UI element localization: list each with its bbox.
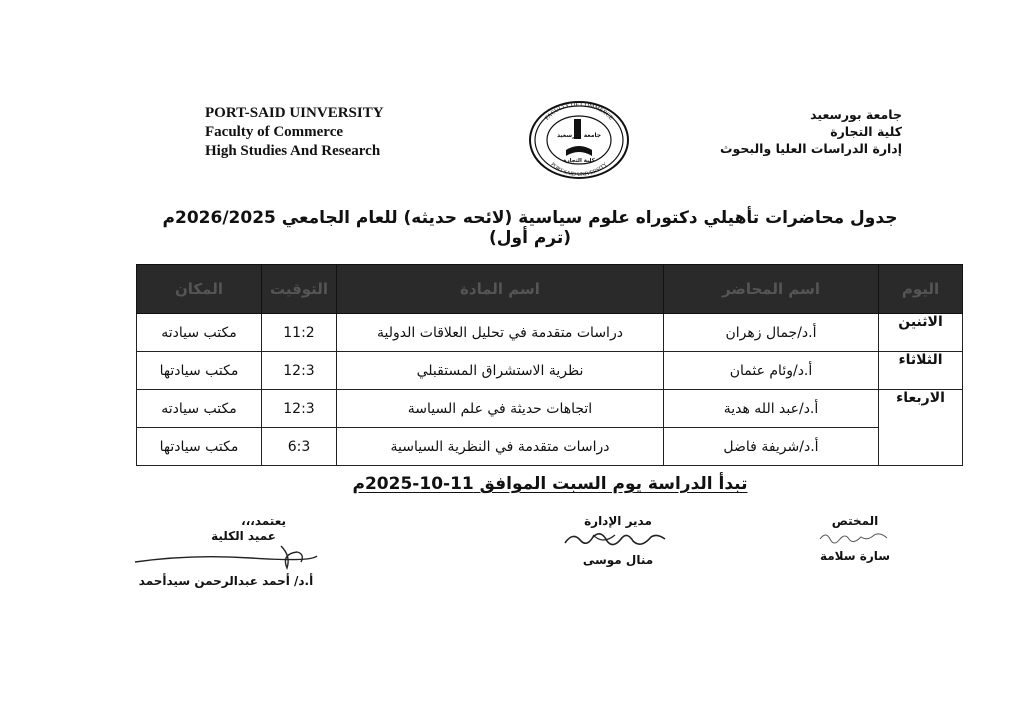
day-cell: الثلاثاء: [879, 352, 963, 390]
header-course: اسم المادة: [337, 265, 664, 314]
seal-top-text: FACULTY OF COMMERCE: [544, 101, 614, 122]
lecturer-cell: أ.د/عبد الله هدية: [664, 390, 879, 428]
course-cell: دراسات متقدمة في النظرية السياسية: [337, 428, 664, 466]
table-header-row: [137, 265, 963, 314]
admin-handwritten-signature: [553, 529, 683, 549]
schedule-title: جدول محاضرات تأهيلي دكتوراه علوم سياسية (لائحه حديثه) للعام الجامعي 2026/2025م (ترم أول): [162, 208, 898, 248]
seal-center-text-1: جامعة بورسعيد: [556, 132, 602, 139]
schedule-table: [136, 264, 963, 466]
faculty-name-ar: كلية التجارة: [830, 124, 902, 139]
place-cell: مكتب سيادتها: [137, 352, 262, 390]
signature-admin: [548, 514, 688, 568]
seal-center-text-2: كلية التجارة: [563, 158, 595, 164]
header-english: [205, 104, 405, 161]
dean-handwritten-signature: [131, 544, 321, 570]
course-cell: اتجاهات حديثة في علم السياسة: [337, 390, 664, 428]
time-cell: 6:3: [262, 428, 337, 466]
time-cell: 11:2: [262, 314, 337, 352]
seal-bottom-text: PORT SAID UNIVERSITY: [549, 161, 609, 179]
table-row: [137, 352, 963, 390]
dean-name: أ.د/ أحمد عبدالرحمن سيدأحمد: [138, 574, 314, 588]
faculty-name-en: Faculty of Commerce: [205, 124, 344, 140]
start-date-note: تبدأ الدراسة يوم السبت الموافق 11-10-2025م: [352, 474, 748, 494]
course-cell: نظرية الاستشراق المستقبلي: [337, 352, 664, 390]
university-name-en: PORT-SAID UINVERSITY: [205, 105, 384, 121]
dean-approve-label: يعتمد،،،: [241, 514, 286, 528]
table-row: [137, 314, 963, 352]
university-name-ar: جامعة بورسعيد: [810, 107, 902, 122]
signature-dean: [126, 514, 326, 589]
signature-specialist: [800, 514, 910, 564]
admin-name: منال موسى: [582, 553, 654, 567]
course-cell: دراسات متقدمة في تحليل العلاقات الدولية: [337, 314, 664, 352]
university-seal: [528, 100, 630, 180]
specialist-handwritten-signature: [810, 529, 900, 545]
lecturer-cell: أ.د/جمال زهران: [664, 314, 879, 352]
specialist-name: سارة سلامة: [819, 549, 891, 563]
table-row: [137, 390, 963, 428]
time-cell: 12:3: [262, 390, 337, 428]
header-lecturer: اسم المحاضر: [664, 265, 879, 314]
dean-label: عميد الكلية: [211, 529, 276, 543]
admin-label: مدير الإدارة: [584, 514, 652, 528]
time-cell: 12:3: [262, 352, 337, 390]
department-name-ar: إدارة الدراسات العليا والبحوث: [719, 141, 902, 156]
place-cell: مكتب سيادته: [137, 314, 262, 352]
lecturer-cell: أ.د/وئام عثمان: [664, 352, 879, 390]
day-cell: الاثنين: [879, 314, 963, 352]
header-day: اليوم: [879, 265, 963, 314]
lecturer-cell: أ.د/شريفة فاضل: [664, 428, 879, 466]
header-time: التوقيت: [262, 265, 337, 314]
header-arabic: [642, 106, 902, 157]
day-cell: الاربعاء: [879, 390, 963, 466]
table-row: [137, 428, 963, 466]
place-cell: مكتب سيادتها: [137, 428, 262, 466]
header-place: المكان: [137, 265, 262, 314]
department-name-en: High Studies And Research: [205, 143, 381, 159]
place-cell: مكتب سيادته: [137, 390, 262, 428]
specialist-label: المختص: [831, 514, 879, 528]
